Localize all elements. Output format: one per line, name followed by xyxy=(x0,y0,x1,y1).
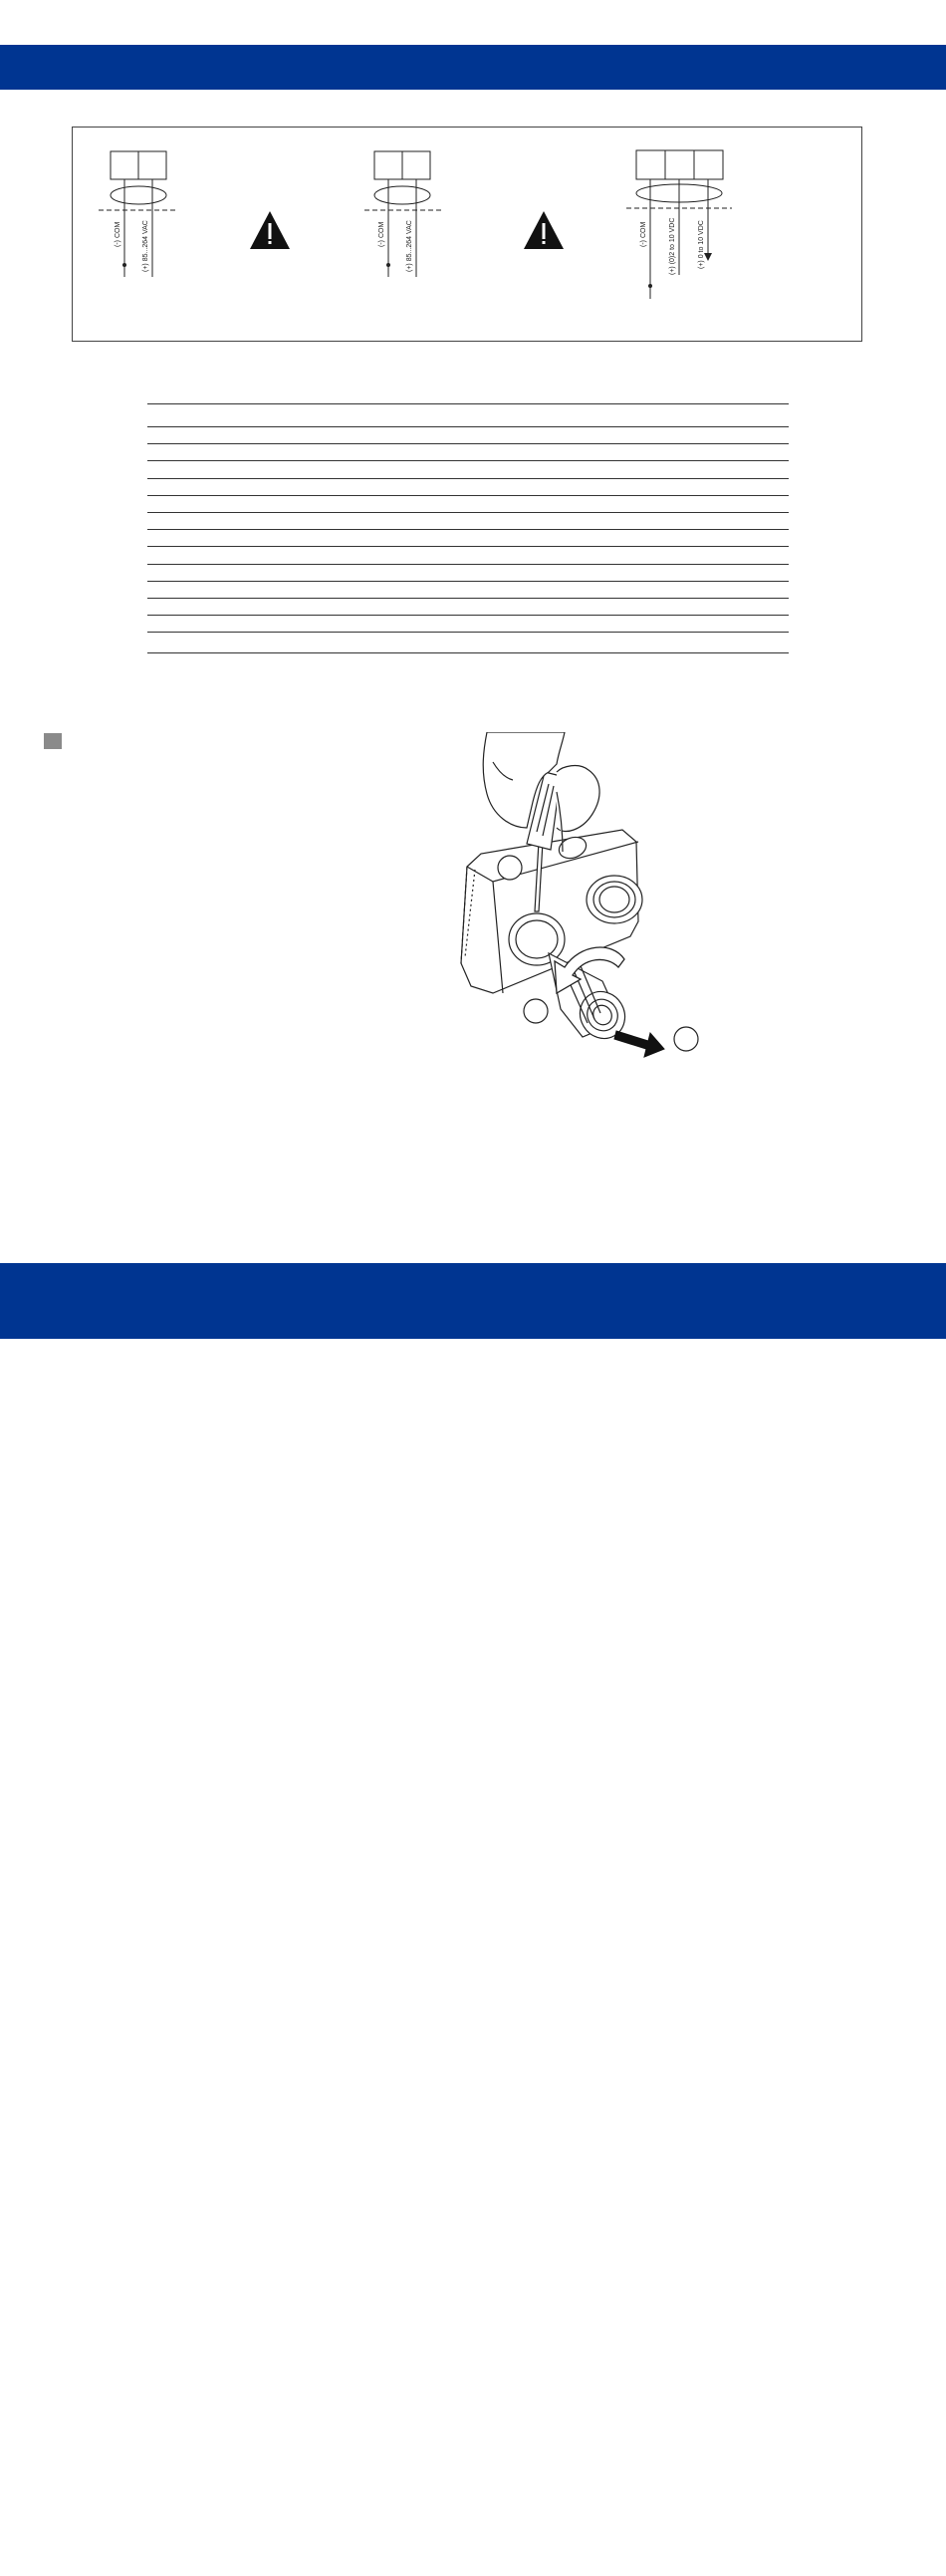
brand-line-1: Johnson xyxy=(48,2545,96,2560)
diagram3-signal-out-label: (+) 0 to 10 VDC xyxy=(698,220,705,269)
brand-line-2: Controls xyxy=(58,2559,105,2574)
section-marker xyxy=(44,733,62,749)
header-bar xyxy=(0,45,946,90)
pull-arrow-icon xyxy=(614,1031,664,1057)
wiring-diagram-panel xyxy=(72,127,862,342)
wiring-diagram-1 xyxy=(99,151,178,277)
table-row-rule xyxy=(147,615,789,616)
right-cable-port xyxy=(587,876,642,923)
table-row-rule xyxy=(147,564,789,565)
table-top-rule xyxy=(147,403,789,404)
callout-1 xyxy=(498,856,522,880)
diagram2-power-label: (+) 85...264 VAC xyxy=(406,220,413,272)
diagram3-com-label: (-) COM xyxy=(640,221,647,247)
table-row-rule xyxy=(147,598,789,599)
table-row-rule xyxy=(147,529,789,530)
cable-gland-removal-illustration xyxy=(453,732,722,1061)
diagram3-signal-in-label: (+) (0)2 to 10 VDC xyxy=(669,217,676,275)
table-row-rule xyxy=(147,632,789,633)
callout-3 xyxy=(674,1027,698,1051)
table-row-rule xyxy=(147,512,789,513)
diagram1-com-label: (-) COM xyxy=(115,221,121,247)
diagram1-power-label: (+) 85...264 VAC xyxy=(142,220,149,272)
table-row-rule xyxy=(147,546,789,547)
callout-2 xyxy=(524,999,548,1023)
warning-triangle-icon xyxy=(250,211,290,249)
table-bottom-rule xyxy=(147,652,789,653)
footer-bar xyxy=(0,1263,946,2574)
table-row-rule xyxy=(147,443,789,444)
brand-mark-icon xyxy=(110,2532,141,2566)
table-row-rule xyxy=(147,581,789,582)
warning-triangle-icon xyxy=(524,211,564,249)
wiring-diagram-2 xyxy=(364,151,441,277)
table-row-rule xyxy=(147,460,789,461)
specification-table xyxy=(147,403,789,655)
table-row-rule xyxy=(147,478,789,479)
wiring-diagram-3 xyxy=(626,150,732,299)
wiring-diagrams xyxy=(73,128,863,343)
johnson-controls-logo xyxy=(48,2530,157,2576)
brand-wordmark xyxy=(48,2546,105,2574)
diagram2-com-label: (-) COM xyxy=(378,221,385,247)
table-row-rule xyxy=(147,495,789,496)
table-row-rule xyxy=(147,426,789,427)
